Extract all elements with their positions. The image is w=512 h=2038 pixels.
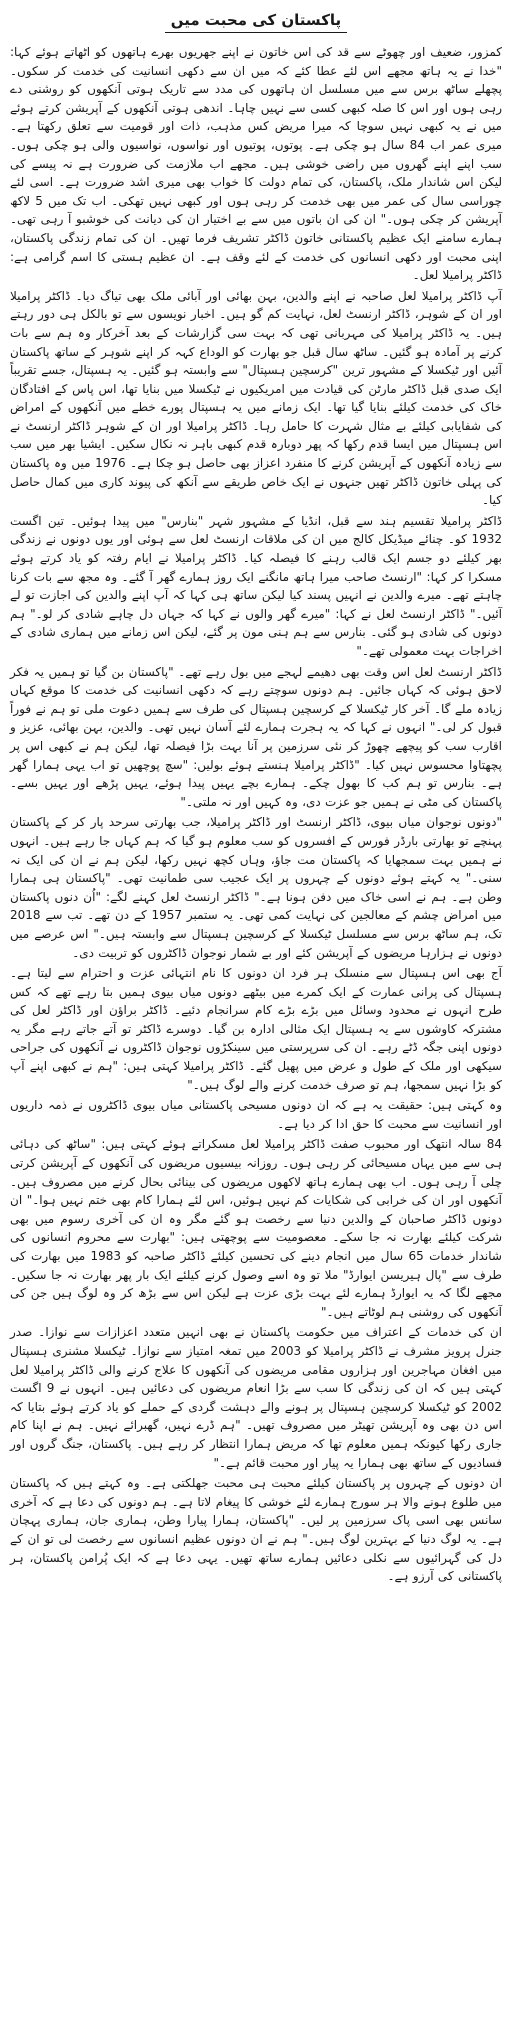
article-paragraph: "دونوں نوجوان میاں بیوی، ڈاکٹر ارنسٹ اور ڈاکٹر پرامیلا، جب بھارتی سرحد پار کر کے پاکستان پہنچے تو بھارتی بارڈر فورس کے افسروں کو سب معلوم ہو گیا کہ ہم کہاں جا رہے ہیں۔ انہوں نے ہمیں بہت سمجھایا کہ پاکستان مت جاؤ، وہاں کچھ نہیں رکھا، لیکن ہم نے ان کی ایک نہ سنی۔" یہ کہتے ہوئے دونوں کے چہروں پر ایک عجیب سی طمانیت تھی۔ "پاکستان ہی ہمارا وطن ہے۔ ہم نے اسی خاک میں دفن ہونا ہے۔" ڈاکٹر ارنسٹ لعل کہنے لگے: "اُن دنوں پاکستان میں امراض چشم کے معالجین کی نہایت کمی تھی۔ یہ ستمبر 1957 کے دن تھے۔ تب سے 2018 تک، ہم ساٹھ برس سے مسلسل ٹیکسلا کے کرسچین ہسپتال سے وابستہ ہیں۔" اس عرصے میں دونوں نے ہزارہا مریضوں کے آپریشن کئے اور بے شمار نوجوان ڈاکٹروں کو تربیت دی۔ xyxy=(10,815,502,960)
article-body xyxy=(10,43,502,1586)
article-paragraph: آپ ڈاکٹر پرامیلا لعل صاحبہ نے اپنے والدین، بہن بھائی اور آبائی ملک بھی تیاگ دیا۔ ڈاکٹر پرامیلا اور ان کے شوہر، ڈاکٹر ارنسٹ لعل، نہایت کم گو ہیں۔ اخبار نویسوں سے تو بالکل ہی دور رہتے ہیں۔ یہ ڈاکٹر پرامیلا کی مہربانی تھی کہ بہت سی گزارشات کے بعد آخرکار وہ ہم سے بات کرنے پر آمادہ ہو گئیں۔ ساٹھ سال قبل جو بھارت کو الوداع کہہ کر اپنے شوہر کے ساتھ پاکستان آئیں اور ٹیکسلا کے مشہور ترین "کرسچین ہسپتال" سے وابستہ ہو گئیں۔ یہ ہسپتال، جسے تقریباً ایک صدی قبل ڈاکٹر مارٹن کی قیادت میں امریکیوں نے ٹیکسلا میں بنایا تھا، اس پاس کے افتادگان خاک کی خدمت کیلئے بنایا گیا تھا۔ ایک زمانے میں یہ ہسپتال پورے خطے میں آنکھوں کے امراض کی شفایابی کیلئے بے مثال شہرت کا حامل رہا۔ ڈاکٹر پرامیلا اور ان کے شوہر ڈاکٹر ارنسٹ نے اس ہسپتال میں ایسا قدم رکھا کہ پھر دوبارہ قدم کبھی باہر نہ نکال سکیں۔ ایشیا بھر میں سب سے زیادہ آنکھوں کے آپریشن کرنے کا منفرد اعزاز بھی حاصل ہو چکا ہے۔ 1976 میں وہ پاکستان کی پہلی خاتون ڈاکٹر تھیں جنہوں نے ایک خاص طریقے سے آنکھ کی پیوند کاری میں کمال حاصل کیا۔ xyxy=(10,288,502,508)
article-paragraph: آج بھی اس ہسپتال سے منسلک ہر فرد ان دونوں کا نام انتہائی عزت و احترام سے لیتا ہے۔ ہسپتال کی پرانی عمارت کے ایک کمرے میں بیٹھے دونوں میاں بیوی ہمیں بتا رہے تھے کہ کس طرح انہوں نے محدود وسائل میں بڑے بڑے کام سرانجام دئیے۔ ڈاکٹر براؤن اور ڈاکٹر لعل کی مشترکہ کاوشوں سے یہ ہسپتال ایک مثالی ادارہ بن گیا۔ دوسرے ڈاکٹر تو آتے جاتے رہے مگر یہ دونوں اپنی جگہ ڈٹے رہے۔ ان کی سرپرستی میں سینکڑوں نوجوان ڈاکٹروں نے آنکھوں کی جراحی سیکھی اور ملک کے طول و عرض میں پھیل گئے۔ ڈاکٹر پرامیلا کہتی ہیں: "ہم نے کبھی اپنے آپ کو بڑا نہیں سمجھا، ہم تو صرف خدمت کرنے والے لوگ ہیں۔" xyxy=(10,966,502,1092)
article-paragraph: ان کی خدمات کے اعتراف میں حکومت پاکستان نے بھی انہیں متعدد اعزازات سے نوازا۔ صدر جنرل پرویز مشرف نے ڈاکٹر پرامیلا کو 2003 میں تمغہ امتیاز سے نوازا۔ ٹیکسلا مشنری ہسپتال میں افغان مہاجرین اور ہزاروں مقامی مریضوں کی آنکھوں کا علاج کرنے والی ڈاکٹر پرامیلا لعل کہتی ہیں کہ ان کی زندگی کا سب سے بڑا انعام مریضوں کی دعائیں ہیں۔ انہوں نے 9 اگست 2002 کو ٹیکسلا کرسچین ہسپتال پر ہونے والے دہشت گردی کے حملے کو یاد کرتے ہوئے بتایا کہ اس دن بھی وہ آپریشن تھیٹر میں مصروف تھیں۔ "ہم ڈرے نہیں، گھبرائے نہیں۔ ہم نے اپنا کام جاری رکھا کیونکہ ہمیں معلوم تھا کہ مریض ہمارا انتظار کر رہے ہیں۔ پاکستان، جنگ گروں اور فسادیوں کے ساتھ بھی ہمارا یہ پیار اور محبت قائم ہے۔" xyxy=(10,1325,502,1470)
article-paragraph: وہ کہتی ہیں: حقیقت یہ ہے کہ ان دونوں مسیحی پاکستانی میاں بیوی ڈاکٹروں نے ذمہ داریوں اور انسانیت سے محبت کا حق ادا کر دیا ہے۔ xyxy=(10,1098,502,1131)
article-paragraph: ان دونوں کے چہروں پر پاکستان کیلئے محبت ہی محبت جھلکتی ہے۔ وہ کہتے ہیں کہ پاکستان میں طلوع ہونے والا ہر سورج ہمارے لئے خوشی کا پیغام لاتا ہے۔ ہم دونوں کی دعا ہے کہ آخری سانس بھی اسی پاک سرزمین پر لیں۔ "پاکستان، ہمارا پیارا وطن، ہماری جان، ہماری پہچان ہے۔ یہ لوگ دنیا کے بہترین لوگ ہیں۔" ہم نے ان دونوں عظیم انسانوں سے رخصت لی تو ان کے دل کی گہرائیوں سے نکلی دعائیں ہمارے ساتھ تھیں۔ یہی دعا ہے کہ ایک پُرامن پاکستان، ہر پاکستانی کی آرزو ہے۔ xyxy=(10,1476,502,1584)
article-paragraph: کمزور، ضعیف اور چھوٹے سے قد کی اس خاتون نے اپنے جھریوں بھرے ہاتھوں کو اٹھاتے ہوئے کہا: "خدا نے یہ ہاتھ مجھے اس لئے عطا کئے کہ میں ان سے دکھی انسانیت کی خدمت کر سکوں۔ پچھلے ساٹھ برس سے میں مسلسل ان ہاتھوں کی مدد سے تاریک ہوتی آنکھوں کو روشنی دے رہی ہوں اور اس کا صلہ کبھی کسی سے نہیں چاہا۔ اندھی ہوتی آنکھوں کے آپریشن کرتے ہوئے میں نے یہ کبھی نہیں سوچا کہ میرا مریض کس مذہب، ذات اور قومیت سے تعلق رکھتا ہے۔ میری عمر اب 84 سال ہو چکی ہے۔ پوتوں، پوتیوں اور نواسوں، نواسیوں والی ہو چکی ہوں۔ سب اپنے اپنے گھروں میں راضی خوشی ہیں۔ مجھے اب ملازمت کی ضرورت ہے نہ پیسے کی لیکن اس شاندار ملک، پاکستان، کی تمام دولت کا خواب بھی میری اشد ضرورت ہے۔ اسی لئے چوراسی سال کی عمر میں بھی خدمت کر رہی ہوں اور کبھی نہیں تھکی۔ اب تک میں 5 لاکھ آپریشن کر چکی ہوں۔" ان کی ان باتوں میں سے بے اختیار ان کی دیانت کی خوشبو آ رہی تھی۔ ہمارے سامنے ایک عظیم پاکستانی خاتون ڈاکٹر تشریف فرما تھیں۔ ان کی تمام زندگی پاکستان، اپنی محبت اور دکھی انسانوں کی خدمت کے لئے وقف ہے۔ ان عظیم ہستی کا اسم گرامی ہے: ڈاکٹر پرامیلا لعل۔ xyxy=(10,45,503,283)
article-paragraph: ڈاکٹر ارنسٹ لعل اس وقت بھی دھیمے لہجے میں بول رہے تھے۔ "پاکستان بن گیا تو ہمیں یہ فکر لاحق ہوئی کہ کہاں جائیں۔ ہم دونوں سوچتے رہے کہ دکھی انسانیت کی خدمت کا موقع کہاں زیادہ ملے گا۔ آخر کار ٹیکسلا کے کرسچین ہسپتال کی طرف سے ہمیں دعوت ملی تو ہم نے فوراً قبول کر لی۔" انہوں نے کہا کہ یہ ہجرت ہمارے لئے آسان نہیں تھی۔ والدین، بہن بھائی، عزیز و اقارب سب کو پیچھے چھوڑ کر نئی سرزمین پر آنا بہت بڑا فیصلہ تھا، لیکن ہم نے کبھی اس پر پچھتاوا محسوس نہیں کیا۔ "ڈاکٹر پرامیلا ہنستے ہوئے بولیں: "سچ پوچھیں تو اب یہی ہمارا گھر ہے۔ بنارس تو ہم کب کا بھول چکے۔ ہمارے بچے یہیں پیدا ہوئے، یہیں پڑھے اور یہیں بسے۔ پاکستان کی مٹی نے ہمیں جو عزت دی، وہ کہیں اور نہ ملتی۔" xyxy=(10,664,502,809)
article-paragraph: 84 سالہ انتھک اور محبوب صفت ڈاکٹر پرامیلا لعل مسکراتے ہوئے کہتی ہیں: "ساٹھ کی دہائی ہی سے میں یہاں مسیحائی کر رہی ہوں۔ روزانہ بیسیوں مریضوں کی آنکھوں کے آپریشن کرتی چلی آ رہی ہوں۔ اب بھی ہمارے ہاتھ لاکھوں مریضوں کی بینائی بحال کرنے میں مصروف ہیں۔ آنکھوں اور ان کی خرابی کی شکایات کم نہیں ہوئیں، اس لئے ہمارا کام بھی ختم نہیں ہوا۔" ان دونوں ڈاکٹر صاحبان کے والدین دنیا سے رخصت ہو گئے مگر وہ ان کی آخری رسوم میں بھی شرکت کیلئے بھارت نہ جا سکے۔ معصومیت سے پوچھتی ہیں: "بھارت سے محروم انسانوں کی شاندار خدمات 65 سال میں انجام دینے کی تحسین کیلئے ڈاکٹر صاحبہ کو 1983 میں بھارت کی طرف سے "پال ہیریسن ایوارڈ" ملا تو وہ اسے وصول کرنے کیلئے ایک بار پھر بھارت نہ جا سکیں۔ مجھے لگا کہ یہ ایوارڈ ہمارے لئے بہت بڑی عزت ہے لیکن اس سے بڑھ کر وہ لوگ ہیں جن کی آنکھوں کی روشنی ہم لوٹاتے ہیں۔" xyxy=(10,1137,502,1319)
article-headline: پاکستان کی محبت میں xyxy=(165,11,347,33)
article-paragraph: ڈاکٹر پرامیلا تقسیم ہند سے قبل، انڈیا کے مشہور شہر "بنارس" میں پیدا ہوئیں۔ تین اگست 1932 کو۔ چنائے میڈیکل کالج میں ان کی ملاقات ارنسٹ لعل سے ہوئی اور یوں دونوں نے زندگی بھر کیلئے دو جسم ایک قالب رہنے کا فیصلہ کیا۔ ڈاکٹر پرامیلا نے ایام رفتہ کو یاد کرتے ہوئے مسکرا کر کہا: "ارنسٹ صاحب میرا ہاتھ مانگنے ایک روز ہمارے گھر آ گئے۔ وہ مجھ سے بات کرنا چاہتے تھے۔ میرے والدین نے انہیں پسند کیا لیکن ساتھ ہی کہا کہ آپ اپنے والدین کی اجازت تو لے آئیں۔" ڈاکٹر ارنسٹ لعل نے کہا: "میرے گھر والوں نے کہا کہ جہاں دل چاہے شادی کر لو۔" ہم دونوں کی شادی ہو گئی۔ بنارس سے ہم ہنی مون پر گئے، لیکن اس زمانے میں ہماری شادی کے اخراجات بہت معمولی تھے۔" xyxy=(10,513,502,658)
headline-wrap xyxy=(10,10,502,33)
